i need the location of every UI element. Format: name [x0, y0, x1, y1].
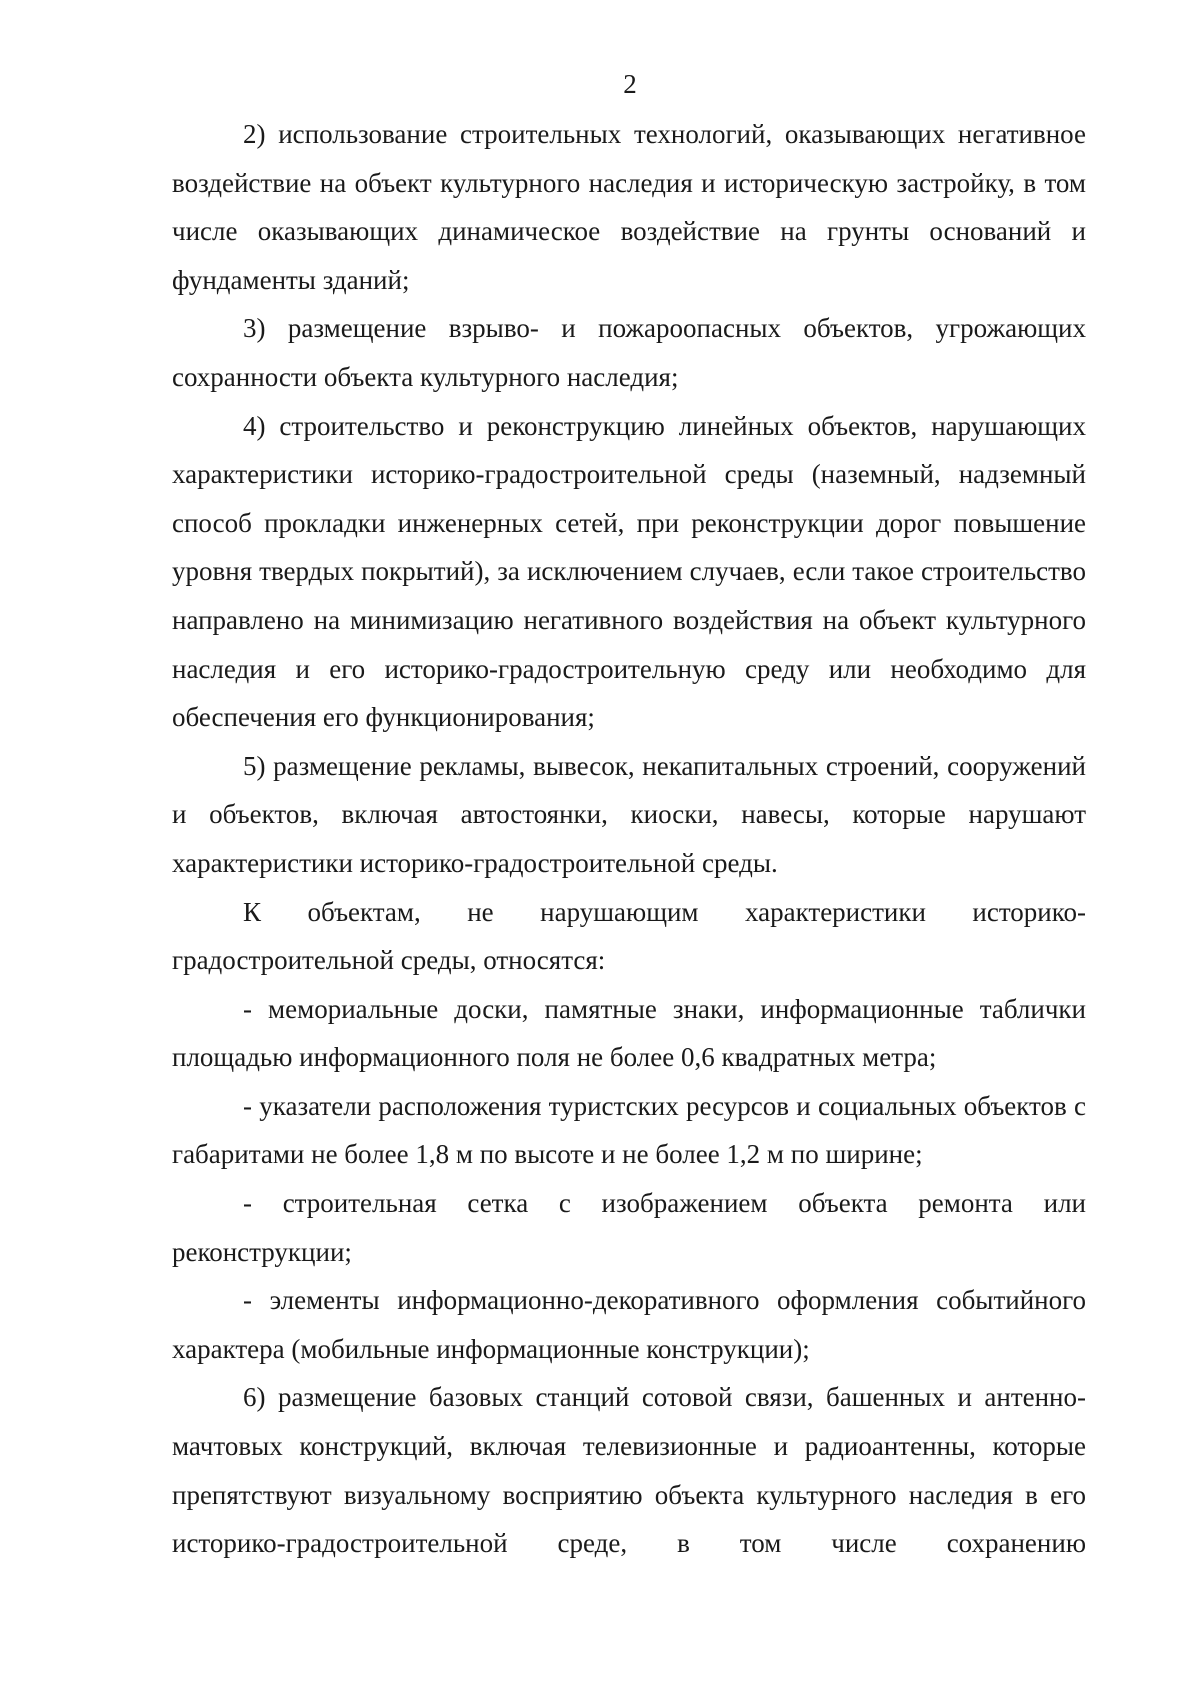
paragraph-item-5: 5) размещение рекламы, вывесок, некапитальных строений, сооружений и объектов, включая автостоянки, киоски, навесы, которые нарушают характеристики историко-градостроительной среды. [172, 750, 1086, 878]
paragraph-exception-signposts: - указатели расположения туристских ресурсов и социальных объектов с габаритами не более 1,8 м по высоте и не более 1,2 м по ширине; [172, 1090, 1086, 1170]
paragraph-exception-construction-mesh: - строительная сетка с изображением объекта ремонта или реконструкции; [172, 1188, 1086, 1267]
paragraph-item-4: 4) строительство и реконструкцию линейных объектов, нарушающих характеристики историко-градостроительной среды (наземный, надземный способ прокладки инженерных сетей, при реконструкции дорог повышение уровня твердых покрытий), за исключением случаев, если такое строительство направлено на минимизацию негативного воздействия на объект культурного наследия и его историко-градостроительную среду или необходимо для обеспечения его функционирования; [172, 410, 1086, 733]
paragraph-item-3: 3) размещение взрыво- и пожароопасных объектов, угрожающих сохранности объекта культурного наследия; [172, 313, 1086, 392]
page-number: 2 [623, 69, 637, 99]
document-body [172, 110, 1086, 1568]
paragraph-item-2: 2) использование строительных технологий, оказывающих негативное воздействие на объект культурного наследия и историческую застройку, в том числе оказывающих динамическое воздействие на грунты оснований и фундаменты зданий; [172, 119, 1086, 295]
paragraph-exceptions-intro: К объектам, не нарушающим характеристики историко-градостроительной среды, относятся: [172, 896, 1086, 976]
paragraph-exception-memorial-plaques: - мемориальные доски, памятные знаки, информационные таблички площадью информационного поля не более 0,6 квадратных метра; [172, 993, 1086, 1073]
paragraph-exception-decorative-elements: - элементы информационно-декоративного оформления событийного характера (мобильные информационные конструкции); [172, 1285, 1086, 1364]
paragraph-item-6: 6) размещение базовых станций сотовой связи, башенных и антенно-мачтовых конструкций, включая телевизионные и радиоантенны, которые препятствуют визуальному восприятию объекта культурного наследия в его историко-градостроительной среде, в том числе сохранению [172, 1382, 1086, 1559]
